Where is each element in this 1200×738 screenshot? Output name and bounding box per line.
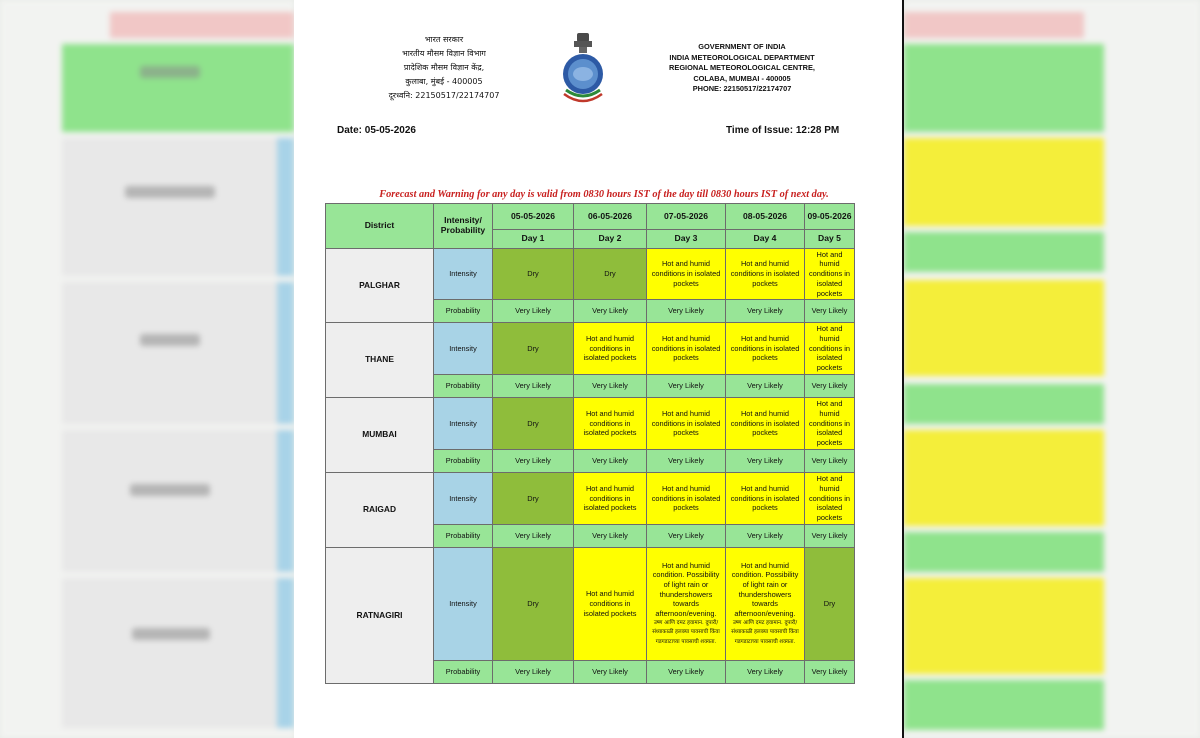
probability-cell: Very Likely [493,525,574,548]
header-intensity-probability: Intensity/ Probability [434,204,493,249]
intensity-label: Intensity [434,398,493,450]
blurred-background-left [0,0,294,738]
english-letterhead [642,42,842,95]
probability-cell: Very Likely [493,661,574,684]
intensity-cell: Hot and humid conditions in isolated pockets [726,249,805,300]
probability-label: Probability [434,450,493,473]
district-name: PALGHAR [326,249,434,323]
intensity-cell: Dry [805,548,855,661]
header-date: 09-05-2026 [805,204,855,230]
hindi-line: कुलाबा, मुंबई - 400005 [405,77,483,86]
english-line: GOVERNMENT OF INDIA [698,42,786,51]
hindi-line: भारतीय मौसम विज्ञान विभाग [402,49,486,58]
forecast-table [325,203,855,684]
intensity-cell: Hot and humid conditions in isolated pockets [726,398,805,450]
header-district: District [326,204,434,249]
intensity-cell: Hot and humid conditions in isolated pockets [805,398,855,450]
intensity-cell: Dry [493,473,574,525]
district-name: MUMBAI [326,398,434,473]
intensity-label: Intensity [434,548,493,661]
probability-cell: Very Likely [574,375,647,398]
probability-label: Probability [434,375,493,398]
header-date: 05-05-2026 [493,204,574,230]
district-name: THANE [326,323,434,398]
header-day: Day 4 [726,230,805,249]
intensity-text: Hot and humid condition. Possibility of light rain or thundershowers towards afternoon/evening. [731,560,799,619]
intensity-text-marathi: उष्ण आणि दमट हवामान. दुपारी/संध्याकाळी हलक्या पावसाची किंवा गडगडाटाच्या पावसाची शक्यता. [652,619,720,645]
intensity-cell: Hot and humid conditions in isolated pockets [647,473,726,525]
intensity-cell: Hot and humid conditions in isolated pockets [574,398,647,450]
intensity-cell: Dry [493,323,574,375]
probability-cell: Very Likely [805,300,855,323]
imd-emblem-icon [558,30,608,108]
english-line: COLABA, MUMBAI - 400005 [693,73,791,83]
hindi-line: दूरध्वनि: 22150517/22174707 [388,91,500,100]
probability-cell: Very Likely [647,300,726,323]
hindi-letterhead [374,33,514,103]
intensity-cell: Dry [493,548,574,661]
probability-cell: Very Likely [647,450,726,473]
probability-cell: Very Likely [493,375,574,398]
probability-cell: Very Likely [805,525,855,548]
probability-cell: Very Likely [805,661,855,684]
probability-cell: Very Likely [647,525,726,548]
validity-notice: Forecast and Warning for any day is valid from 0830 hours IST of the day till 0830 hours IST of next day. [379,189,829,200]
probability-cell: Very Likely [726,375,805,398]
intensity-cell: Hot and humid conditions in isolated pockets [574,548,647,661]
english-line: REGIONAL METEOROLOGICAL CENTRE, [669,63,815,72]
intensity-cell: Hot and humid conditions in isolated pockets [574,473,647,525]
probability-cell: Very Likely [493,450,574,473]
probability-label: Probability [434,300,493,323]
intensity-cell: Hot and humid conditions in isolated pockets [574,323,647,375]
intensity-cell: Hot and humid conditions in isolated pockets [805,323,855,375]
intensity-cell: Hot and humid conditions in isolated pockets [647,323,726,375]
probability-label: Probability [434,661,493,684]
probability-cell: Very Likely [726,661,805,684]
intensity-label: Intensity [434,249,493,300]
intensity-label: Intensity [434,323,493,375]
probability-cell: Very Likely [805,375,855,398]
probability-cell: Very Likely [647,661,726,684]
intensity-label: Intensity [434,473,493,525]
probability-cell: Very Likely [726,300,805,323]
intensity-cell: Dry [574,249,647,300]
english-line: PHONE: 22150517/22174707 [692,84,792,93]
probability-cell: Very Likely [574,300,647,323]
probability-cell: Very Likely [574,450,647,473]
probability-cell: Very Likely [493,300,574,323]
english-line: INDIA METEOROLOGICAL DEPARTMENT [669,52,815,62]
blurred-background-right [904,0,1200,738]
hindi-line: प्रादेशिक मौसम विज्ञान केंद्र, [403,63,485,72]
probability-cell: Very Likely [805,450,855,473]
intensity-cell [726,548,805,661]
probability-cell: Very Likely [647,375,726,398]
probability-cell: Very Likely [726,525,805,548]
intensity-text-marathi: उष्ण आणि दमट हवामान. दुपारी/संध्याकाळी हलक्या पावसाची किंवा गडगडाटाच्या पावसाची शक्यता. [731,619,799,645]
intensity-cell: Hot and humid conditions in isolated pockets [805,473,855,525]
intensity-cell: Dry [493,398,574,450]
forecast-document [294,0,902,738]
header-day: Day 1 [493,230,574,249]
probability-cell: Very Likely [574,661,647,684]
intensity-cell: Hot and humid conditions in isolated pockets [726,323,805,375]
intensity-cell: Dry [493,249,574,300]
header-day: Day 5 [805,230,855,249]
probability-cell: Very Likely [574,525,647,548]
district-name: RAIGAD [326,473,434,548]
page-edge-divider [902,0,904,738]
probability-cell: Very Likely [726,450,805,473]
intensity-cell [647,548,726,661]
hindi-line: भारत सरकार [424,35,464,44]
intensity-cell: Hot and humid conditions in isolated pockets [647,249,726,300]
intensity-cell: Hot and humid conditions in isolated pockets [726,473,805,525]
header-day: Day 3 [647,230,726,249]
district-name: RATNAGIRI [326,548,434,684]
header-date: 06-05-2026 [574,204,647,230]
header-date: 07-05-2026 [647,204,726,230]
intensity-cell: Hot and humid conditions in isolated pockets [805,249,855,300]
intensity-text: Hot and humid condition. Possibility of light rain or thundershowers towards afternoon/evening. [652,560,720,619]
probability-label: Probability [434,525,493,548]
header-day: Day 2 [574,230,647,249]
issue-date: Date: 05-05-2026 [337,125,416,136]
issue-time: Time of Issue: 12:28 PM [726,125,840,136]
header-date: 08-05-2026 [726,204,805,230]
intensity-cell: Hot and humid conditions in isolated pockets [647,398,726,450]
